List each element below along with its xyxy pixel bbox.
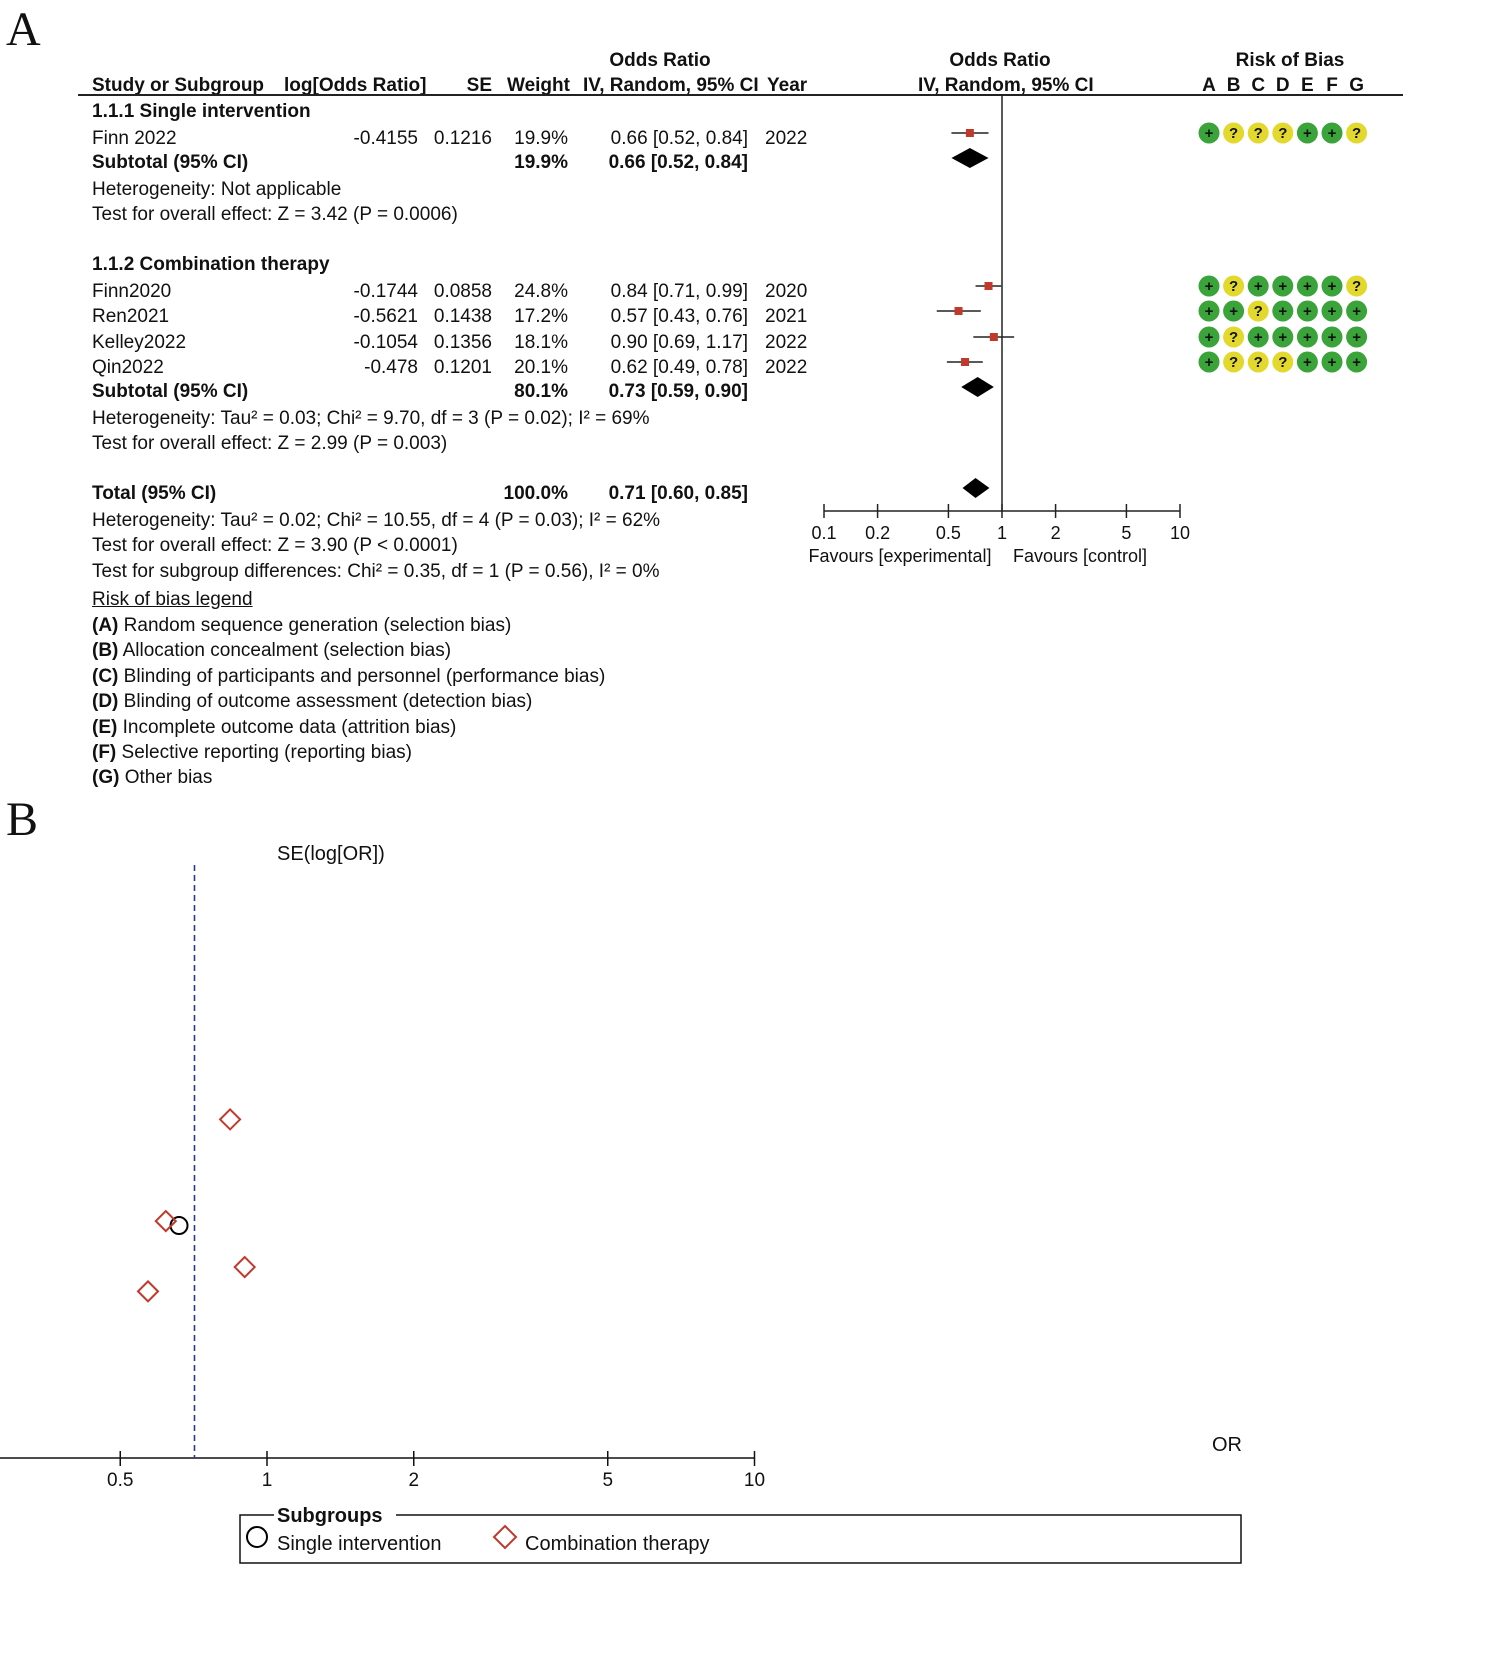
rob-symbol: +: [1352, 354, 1361, 371]
study-point: [961, 358, 969, 366]
rob-letter-header: B: [1226, 75, 1241, 96]
rob-legend-item: [92, 691, 532, 713]
forest-tick-label: 10: [1169, 523, 1191, 543]
forest-tick-label: 0.2: [865, 523, 891, 543]
forest-tick-label: 2: [1050, 523, 1061, 543]
panel-a-label: A: [6, 3, 41, 56]
rob-symbol: ?: [1229, 125, 1239, 142]
rob-legend-key: (E): [92, 716, 118, 738]
rob-legend-item: [92, 717, 456, 739]
rob-symbol: ?: [1229, 278, 1239, 295]
total-overall-effect-text: Test for overall effect: Z = 3.90 (P < 0.0001): [92, 535, 458, 556]
rob-legend-item: [92, 666, 605, 688]
funnel-point-combination: [235, 1257, 255, 1277]
legend-diamond-marker: [494, 1526, 516, 1548]
rob-symbol: +: [1204, 278, 1214, 295]
subtotal-weight: 80.1%: [514, 381, 568, 402]
rob-legend-text: Incomplete outcome data (attrition bias): [117, 716, 457, 738]
rob-legend-item: [92, 615, 511, 637]
rob-symbol: +: [1327, 125, 1337, 142]
rob-symbol: ?: [1253, 303, 1263, 320]
logor-header: log[Odds Ratio]: [284, 75, 427, 96]
rob-symbol: ?: [1352, 278, 1362, 295]
study-weight: 18.1%: [514, 332, 568, 353]
heterogeneity-text: Heterogeneity: Tau² = 0.03; Chi² = 9.70, df = 3 (P = 0.02); I² = 69%: [92, 408, 650, 429]
study-ci: 0.66 [0.52, 0.84]: [610, 128, 748, 149]
rob-legend-item: [92, 640, 451, 662]
rob-symbol: ?: [1229, 354, 1239, 371]
weight-header: Weight: [507, 75, 570, 96]
rob-symbol: ?: [1253, 125, 1263, 142]
plot-header-top: Odds Ratio: [949, 50, 1051, 71]
rob-symbol: ?: [1278, 125, 1288, 142]
rob-legend-key: (A): [92, 615, 119, 636]
funnel-plot: [0, 830, 1494, 1665]
rob-legend-key: (G): [92, 767, 120, 789]
overall-effect-text: Test for overall effect: Z = 2.99 (P = 0.003): [92, 433, 448, 454]
study-logor: -0.5621: [353, 306, 418, 327]
study-logor: -0.1744: [353, 281, 418, 302]
subtotal-ci: 0.66 [0.52, 0.84]: [608, 152, 748, 173]
study-logor: -0.478: [364, 357, 418, 378]
funnel-x-tick-label: 2: [408, 1470, 420, 1491]
rob-legend-key: (F): [92, 742, 117, 763]
rob-legend-key: (D): [92, 691, 119, 713]
panel-b-label: B: [6, 793, 39, 846]
rob-symbol: +: [1278, 278, 1288, 295]
study-year: 2022: [765, 332, 808, 353]
rob-symbol: +: [1204, 354, 1214, 371]
rob-symbol: +: [1303, 329, 1312, 346]
study-se: 0.1356: [433, 332, 492, 353]
study-ci: 0.57 [0.43, 0.76]: [610, 306, 748, 327]
group-title: 1.1.2 Combination therapy: [92, 254, 330, 275]
rob-legend-key: (C): [92, 665, 119, 687]
study-se: 0.1216: [433, 128, 492, 149]
study-header: Study or Subgroup: [92, 75, 265, 96]
study-year: 2021: [765, 306, 808, 327]
total-label: Total (95% CI): [92, 483, 217, 504]
subtotal-weight: 19.9%: [514, 152, 568, 173]
rob-legend-text: Blinding of participants and personnel (performance bias): [118, 665, 606, 687]
rob-symbol: ?: [1253, 354, 1263, 371]
forest-tick-label: 0.1: [811, 523, 837, 543]
study-weight: 20.1%: [514, 357, 568, 378]
rob-symbol: ?: [1278, 354, 1288, 371]
rob-symbol: +: [1303, 354, 1312, 371]
rob-symbol: +: [1253, 278, 1263, 295]
funnel-x-axis-label: OR: [1212, 1434, 1242, 1456]
rob-letter-header: D: [1275, 75, 1290, 96]
total-diamond: [963, 478, 990, 498]
study-name: Ren2021: [92, 306, 170, 327]
or-header-bottom: IV, Random, 95% CI: [583, 75, 759, 96]
legend-circle-marker: [247, 1527, 267, 1547]
study-name: Finn 2022: [92, 128, 177, 149]
study-se: 0.1438: [433, 306, 492, 327]
study-point: [966, 129, 974, 137]
or-header-top: Odds Ratio: [609, 50, 711, 71]
total-weight: 100.0%: [503, 483, 568, 504]
favours-control-label: Favours [control]: [1012, 546, 1148, 566]
rob-symbol: +: [1303, 303, 1312, 320]
rob-letter-header: A: [1202, 75, 1216, 96]
rob-symbol: +: [1204, 329, 1214, 346]
funnel-point-combination: [138, 1281, 158, 1301]
study-ci: 0.84 [0.71, 0.99]: [610, 281, 748, 302]
rob-legend-text: Selective reporting (reporting bias): [116, 742, 412, 763]
total-heterogeneity-text: Heterogeneity: Tau² = 0.02; Chi² = 10.55, df = 4 (P = 0.03); I² = 62%: [92, 510, 661, 531]
study-weight: 19.9%: [514, 128, 568, 149]
rob-symbol: +: [1352, 303, 1361, 320]
study-name: Qin2022: [92, 357, 164, 378]
rob-symbol: +: [1352, 329, 1361, 346]
rob-symbol: +: [1278, 303, 1288, 320]
plot-header-bottom: IV, Random, 95% CI: [918, 75, 1094, 96]
year-header: Year: [767, 75, 808, 96]
rob-legend-item: [92, 742, 412, 764]
study-se: 0.0858: [433, 281, 492, 302]
rob-legend-key: (B): [92, 640, 119, 662]
funnel-legend-title: Subgroups: [277, 1505, 383, 1527]
legend-label-single: Single intervention: [277, 1533, 442, 1555]
rob-symbol: +: [1278, 329, 1288, 346]
total-ci: 0.71 [0.60, 0.85]: [608, 483, 748, 504]
rob-symbol: +: [1327, 329, 1337, 346]
study-ci: 0.90 [0.69, 1.17]: [610, 332, 748, 353]
study-name: Kelley2022: [92, 332, 187, 353]
study-logor: -0.1054: [353, 332, 418, 353]
funnel-x-tick-label: 1: [261, 1470, 273, 1491]
group-title: 1.1.1 Single intervention: [92, 101, 311, 122]
funnel-x-tick-label: 5: [602, 1470, 614, 1491]
rob-symbol: ?: [1352, 125, 1362, 142]
subtotal-label: Subtotal (95% CI): [92, 152, 249, 173]
study-se: 0.1201: [433, 357, 492, 378]
study-point: [990, 333, 998, 341]
study-point: [985, 282, 993, 290]
study-year: 2022: [765, 128, 808, 149]
funnel-x-tick-label: 0.5: [107, 1470, 134, 1491]
study-year: 2022: [765, 357, 808, 378]
funnel-y-axis-label: SE(log[OR]): [277, 843, 385, 865]
subtotal-label: Subtotal (95% CI): [92, 381, 249, 402]
forest-tick-label: 5: [1121, 523, 1132, 543]
rob-symbol: +: [1204, 125, 1214, 142]
study-point: [955, 307, 963, 315]
funnel-x-tick-label: 10: [743, 1470, 766, 1491]
study-ci: 0.62 [0.49, 0.78]: [610, 357, 748, 378]
rob-symbol: +: [1303, 278, 1312, 295]
rob-letter-header: G: [1349, 75, 1364, 96]
rob-legend-text: Random sequence generation (selection bias): [118, 615, 512, 636]
heterogeneity-text: Heterogeneity: Not applicable: [92, 179, 342, 200]
study-weight: 17.2%: [514, 306, 568, 327]
rob-symbol: ?: [1229, 329, 1239, 346]
rob-letter-header: E: [1301, 75, 1314, 96]
rob-legend-text: Allocation concealment (selection bias): [118, 640, 452, 662]
funnel-point-combination: [220, 1109, 240, 1129]
study-weight: 24.8%: [514, 281, 568, 302]
rob-symbol: +: [1229, 303, 1238, 320]
rob-legend-text: Blinding of outcome assessment (detection bias): [118, 691, 533, 713]
rob-letter-header: C: [1251, 75, 1266, 96]
subtotal-diamond: [951, 148, 988, 168]
study-name: Finn2020: [92, 281, 172, 302]
se-header: SE: [466, 75, 492, 96]
rob-symbol: +: [1327, 278, 1337, 295]
rob-legend-item: [92, 767, 212, 789]
subtotal-ci: 0.73 [0.59, 0.90]: [608, 381, 748, 402]
rob-header-top: Risk of Bias: [1235, 50, 1345, 71]
forest-tick-label: 1: [996, 523, 1008, 543]
rob-symbol: +: [1327, 303, 1337, 320]
overall-effect-text: Test for overall effect: Z = 3.42 (P = 0.0006): [92, 204, 458, 225]
rob-symbol: +: [1253, 329, 1263, 346]
forest-plot: [0, 0, 1494, 600]
subgroup-difference-text: Test for subgroup differences: Chi² = 0.35, df = 1 (P = 0.56), I² = 0%: [92, 561, 660, 582]
rob-symbol: +: [1204, 303, 1214, 320]
favours-experimental-label: Favours [experimental]: [808, 546, 992, 566]
rob-letter-header: F: [1326, 75, 1338, 96]
rob-legend-title: Risk of bias legend: [92, 589, 253, 610]
rob-symbol: +: [1327, 354, 1337, 371]
study-logor: -0.4155: [353, 128, 418, 149]
study-year: 2020: [765, 281, 808, 302]
rob-legend-text: Other bias: [119, 767, 213, 789]
forest-tick-label: 0.5: [935, 523, 961, 543]
subtotal-diamond: [961, 377, 994, 397]
legend-label-combination: Combination therapy: [525, 1533, 710, 1555]
rob-symbol: +: [1303, 125, 1312, 142]
